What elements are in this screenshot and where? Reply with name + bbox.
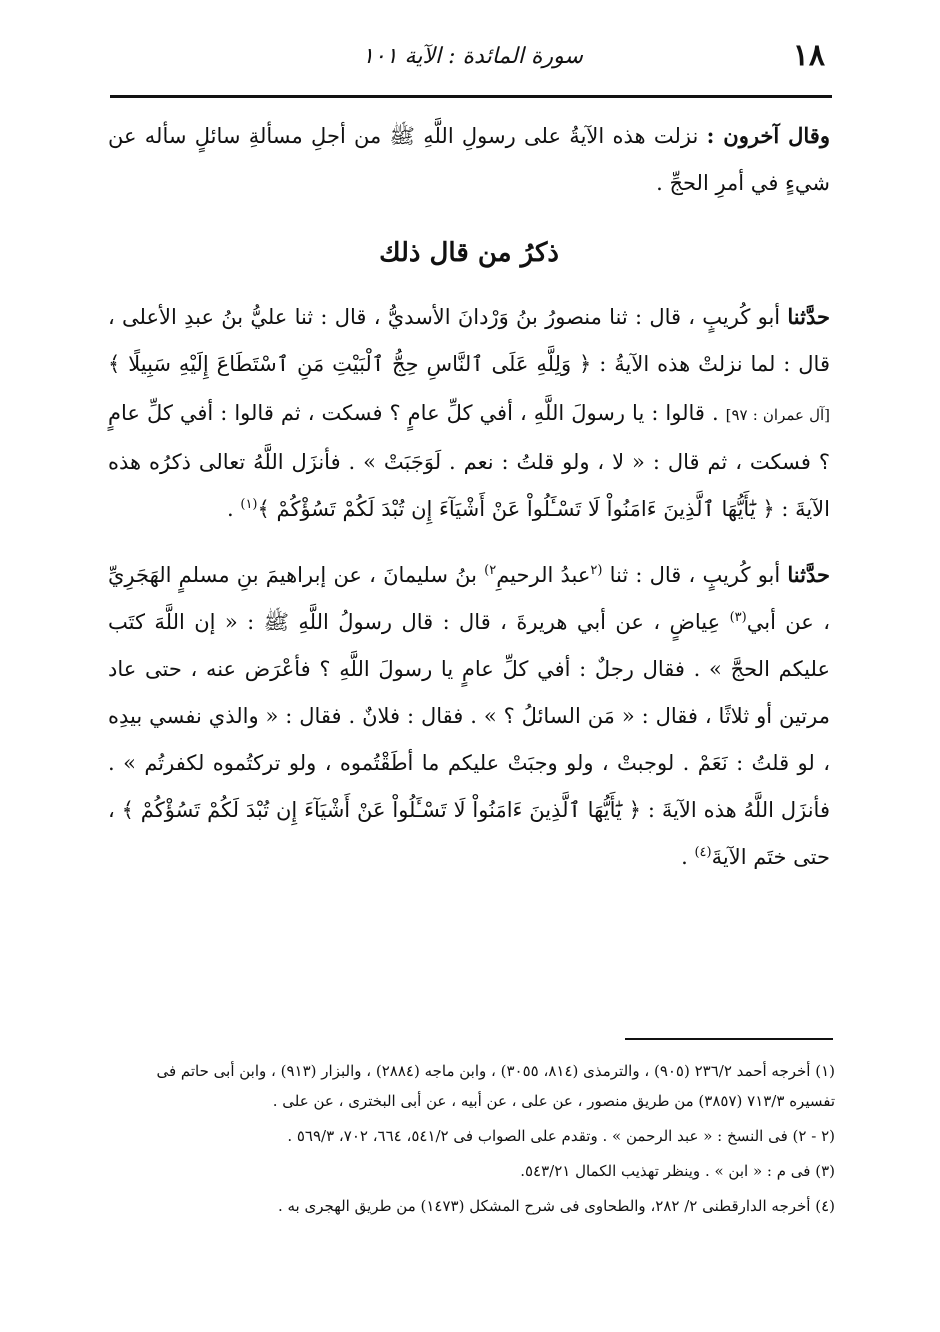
paragraph-text: عبدُ الرحيمِ [496, 563, 591, 587]
paragraph-text: عِياضٍ ، عن أبي هريرةَ ، قال : قال رسولُ اللَّهِ ﷺ : « إن اللَّهَ كتَب عليكم الحجَّ » . فقال رجلٌ : أفي كلِّ عامٍ يا رسولَ اللَّهِ ؟ فأعْرَض عنه ، حتى عاد مرتين أو ثلاثًا ، فقال : « مَن السائلُ ؟ » . فقال : فلانٌ . فقال : « والذي نفسي بيدِه ، لو قلتُ : نَعَمْ . لوجبتْ ، ولو وجبَتْ عليكم ما أطَقْتُموه ، ولو تركتُموه لكفرتُم » . فأنزَل اللَّهُ هذه الآيةَ : [108, 610, 830, 822]
verse-citation: [آل عمران : ٩٧] [725, 406, 831, 424]
quran-verse: ﴿ يَٰٓأَيُّهَا ٱلَّذِينَ ءَامَنُواْ لَا تَسْـَٔلُواْ عَنْ أَشْيَآءَ إِن تُبْدَ لَكُمْ تَسُؤْكُمْ ﴾ [257, 497, 775, 521]
footnote-1: (١) أخرجه أحمد ٢٣٦/٢ (٩٠٥) ، والترمذى (٨١٤، ٣٠٥٥) ، وابن ماجه (٢٨٨٤) ، والبزار (٩١٣) ، وابن أبى حاتم فى تفسيره ٧١٣/٣ (٣٨٥٧) من طريق منصور ، عن على ، عن أبيه ، عن أبى البخترى ، عن على . [156, 1062, 835, 1110]
page-number: ١٨ [792, 38, 825, 73]
paragraph-text: أبو كُريبٍ ، قال : ثنا منصورُ بنُ وَرْدانَ الأسديُّ ، قال : ثنا عليُّ بنُ عبدِ الأعلى ، قال : لما نزلتْ هذه الآيةُ : [108, 305, 830, 376]
footnote-marker: (٤) [694, 845, 712, 860]
main-text [108, 112, 830, 881]
paragraph-3 [108, 551, 830, 881]
paragraph-1 [108, 112, 830, 207]
footnote-marker: (١) [240, 497, 258, 512]
paragraph-text: . قالوا : يا رسولَ اللَّهِ ، أفي كلِّ عامٍ ؟ فسكت ، ثم قالوا : أفي كلِّ عامٍ ؟ فسكت ، ثم قال : « لا ، ولو قلتُ : نعم . لَوَجَبَتْ » . فأنزَل اللَّهُ تعالى ذكرُه هذه الآيةَ : [108, 401, 830, 521]
paragraph-text: ، حتى ختَم الآيةَ [108, 798, 830, 869]
footnote-4: (٤) أخرجه الدارقطنى ٢/ ٢٨٢، والطحاوى فى شرح المشكل (١٤٧٣) من طريق الهجرى به . [277, 1197, 835, 1215]
running-title: سورة المائدة : الآية ١٠١ [362, 44, 583, 69]
paragraph-lead: حدَّثنا [787, 562, 830, 587]
footnote-marker: (٢ [590, 563, 603, 578]
footnotes [125, 1056, 835, 1226]
footnote-rule [625, 1038, 833, 1040]
quran-verse: ﴿ يَٰٓأَيُّهَا ٱلَّذِينَ ءَامَنُواْ لَا تَسْـَٔلُواْ عَنْ أَشْيَآءَ إِن تُبْدَ لَكُمْ تَسُؤْكُمْ ﴾ [121, 798, 642, 822]
footnote-marker: ٢) [484, 563, 497, 578]
paragraph-2 [108, 293, 830, 533]
quran-verse: ﴿ وَلِلَّهِ عَلَى ٱلنَّاسِ حِجُّ ٱلْبَيْتِ مَنِ ٱسْتَطَاعَ إِلَيْهِ سَبِيلًا ﴾ [108, 352, 592, 376]
header-rule [110, 95, 832, 98]
paragraph-lead: حدَّثنا [787, 304, 830, 329]
paragraph-text: نزلت هذه الآيةُ على رسولِ اللَّهِ ﷺ من أجلِ مسألةِ سائلٍ سأله عن شيءٍ في أمرِ الحجِّ . [108, 124, 830, 195]
paragraph-text: بنُ سليمانَ ، عن إبراهيمَ بنِ مسلمٍ الهَجَرِيِّ ، عن أبي [108, 563, 831, 634]
section-heading: ذكرُ من قال ذلك [379, 238, 559, 268]
footnote-3: (٣) فى م : « ابن » . وينظر تهذيب الكمال ٥٤٣/٢١. [520, 1162, 835, 1180]
paragraph-text: . [681, 845, 695, 869]
paragraph-lead: وقال آخرون : [706, 123, 830, 148]
page-header [110, 28, 835, 88]
paragraph-text: . [227, 497, 241, 521]
footnote-2: (٢ - ٢) فى النسخ : « عبد الرحمن » . وتقدم على الصواب فى ٥٤١/٢، ٦٦٤، ٧٠٢، ٥٦٩/٣ . [287, 1127, 835, 1145]
paragraph-text: أبو كُريبٍ ، قال : ثنا [602, 563, 788, 587]
footnote-marker: (٣) [729, 610, 747, 625]
